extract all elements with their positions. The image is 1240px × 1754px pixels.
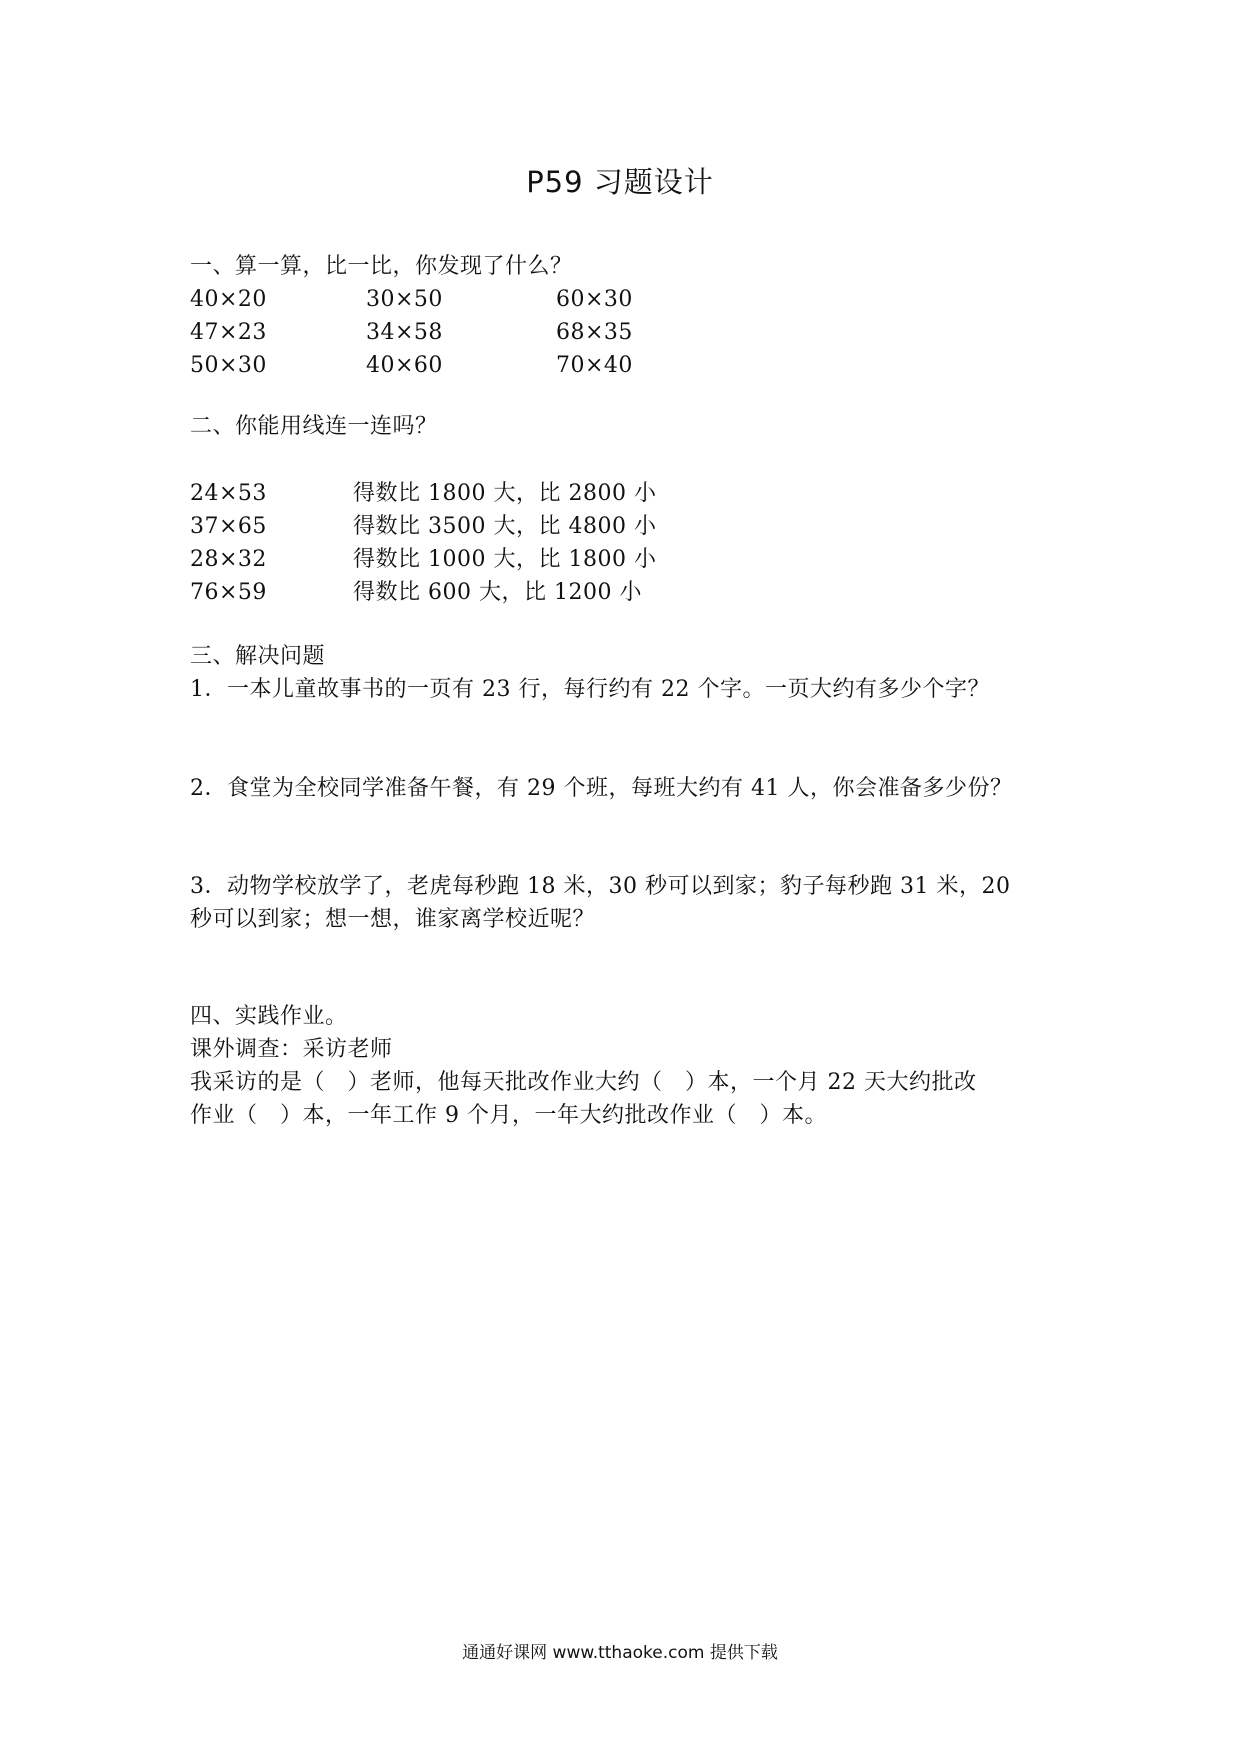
calc-expression: 70×40: [556, 353, 633, 378]
matching-row: [190, 576, 1070, 609]
problem-1: 1．一本儿童故事书的一页有 23 行，每行约有 22 个字。一页大约有多少个字？: [190, 677, 990, 702]
problem-3-line-1: 3．动物学校放学了，老虎每秒跑 18 米，30 秒可以到家；豹子每秒跑 31 米，20: [190, 874, 1011, 899]
matching-range: 得数比 600 大，比 1200 小: [353, 580, 642, 605]
matching-expression: 24×53: [190, 481, 267, 506]
calc-expression: 30×50: [366, 287, 443, 312]
matching-row: [190, 543, 1070, 576]
problem-2: 2．食堂为全校同学准备午餐，有 29 个班，每班大约有 41 人，你会准备多少份？: [190, 776, 1013, 801]
section-4-heading: 四、实践作业。: [190, 1004, 348, 1029]
section-calculate-compare: [190, 250, 1070, 382]
matching-expression: 76×59: [190, 580, 267, 605]
calc-expression: 68×35: [556, 320, 633, 345]
survey-line-2: 作业（ ）本，一年工作 9 个月，一年大约批改作业（ ）本。: [190, 1103, 827, 1128]
matching-range: 得数比 1800 大，比 2800 小: [353, 481, 657, 506]
problem-2-block: [190, 772, 1070, 805]
page-title: P59 习题设计: [526, 165, 714, 199]
footer-credit: 通通好课网 www.tthaoke.com 提供下载: [462, 1643, 778, 1663]
calc-expression: 34×58: [366, 320, 443, 345]
section-problems: [190, 640, 1070, 706]
survey-subheading: 课外调查：采访老师: [190, 1037, 393, 1062]
matching-range: 得数比 1000 大，比 1800 小: [353, 547, 657, 572]
section-1-heading: 一、算一算，比一比，你发现了什么？: [190, 254, 573, 279]
section-3-heading: 三、解决问题: [190, 644, 326, 669]
calc-expression: 40×60: [366, 353, 443, 378]
calc-row: [190, 283, 1070, 316]
matching-row: [190, 477, 1070, 510]
calc-row: [190, 316, 1070, 349]
survey-line-1: 我采访的是（ ）老师，他每天批改作业大约（ ）本，一个月 22 天大约批改: [190, 1070, 977, 1095]
calc-expression: 60×30: [556, 287, 633, 312]
section-practice: [190, 1000, 1070, 1132]
problem-3-line-2: 秒可以到家；想一想，谁家离学校近呢？: [190, 907, 596, 932]
matching-expression: 37×65: [190, 514, 267, 539]
problem-3-block: [190, 870, 1070, 936]
calc-expression: 40×20: [190, 287, 267, 312]
matching-row: [190, 510, 1070, 543]
section-2-heading: 二、你能用线连一连吗？: [190, 414, 438, 439]
section-matching: [190, 410, 1070, 443]
calc-expression: 47×23: [190, 320, 267, 345]
calc-expression: 50×30: [190, 353, 267, 378]
calc-row: [190, 349, 1070, 382]
matching-list: [190, 477, 1070, 609]
matching-range: 得数比 3500 大，比 4800 小: [353, 514, 657, 539]
matching-expression: 28×32: [190, 547, 267, 572]
